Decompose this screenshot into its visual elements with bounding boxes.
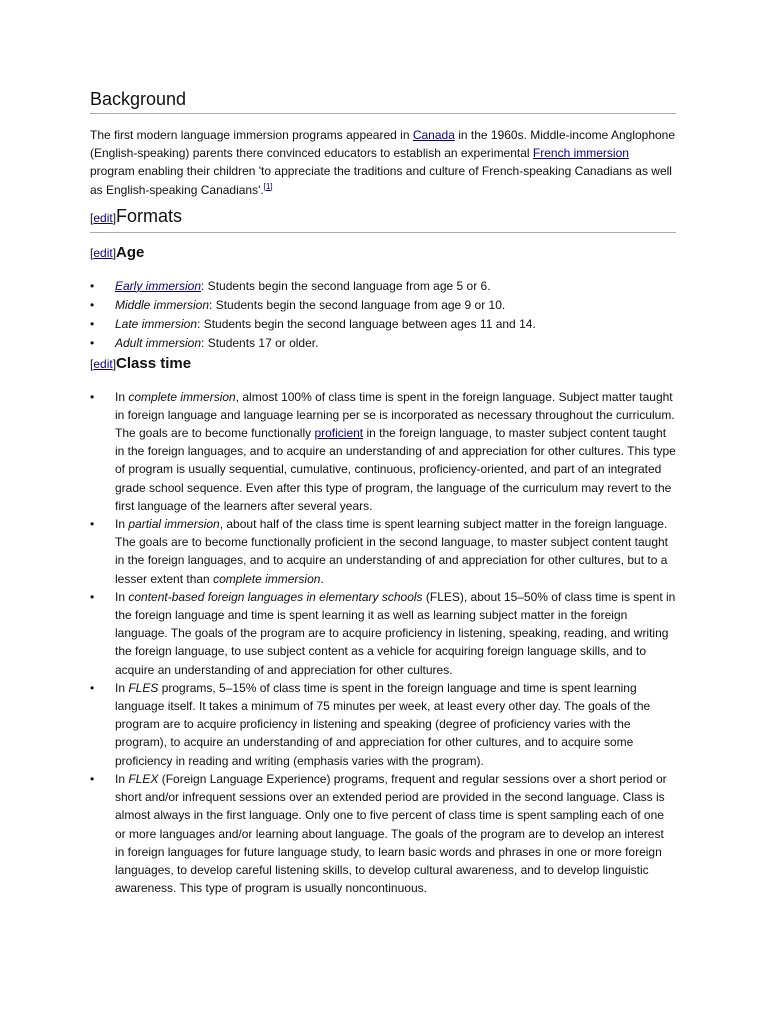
edit-age-link[interactable]: edit xyxy=(93,245,113,260)
formats-heading xyxy=(90,205,676,233)
french-immersion-link[interactable]: French immersion xyxy=(532,146,629,161)
early-immersion-link[interactable]: Early immersion xyxy=(115,278,202,293)
canada-link[interactable]: Canada xyxy=(412,128,455,142)
list-item: • In FLES programs, 5–15% of class time is spent in the foreign language and time is spent learning language itself. It takes a minimum of 75 minutes per week, at least every other day. The goals of the program are to acquire proficiency in listening and speaking (degree of proficiency varies with the program), to acquire an understanding of and appreciation for other cultures, and to acquire some proficiency in reading and writing (emphasis varies with the program). xyxy=(90,680,651,768)
formats-title: Formats xyxy=(116,205,183,226)
age-title: Age xyxy=(116,243,145,261)
list-item: • In complete immersion, almost 100% of class time is spent in the foreign language. Subject matter taught in foreign language and language learning per se is incorporated as necessary throughout the curriculum. The goals are to become functionally proficient in the foreign language, to master subject content taught in the foreign languages, and to acquire an understanding of and appreciation for other cultures. This type of program is usually sequential, cumulative, continuous, proficiency-oriented, and part of an integrated grade school sequence. Even after this type of program, the language of the curriculum may revert to the first language of the learners after several years. xyxy=(90,389,676,513)
edit-section-age: [edit] xyxy=(90,245,117,260)
background-paragraph: The first modern language immersion programs appeared in Canada in the 1960s. Middle-income Anglophone (English-speaking) parents there convinced educators to establish an experimental French immersion program enabling their children 'to appreciate the traditions and culture of French-speaking Canadians as well as English-speaking Canadians'.[1] xyxy=(90,128,676,197)
list-item: • In FLEX (Foreign Language Experience) programs, frequent and regular sessions over a short period or short and/or infrequent sessions over an extended period are provided in the second language. Class is almost always in the first language. Only one to five percent of class time is spent sampling each of one or more languages and/or learning about language. The goals of the program are to develop an interest in foreign languages for future language study, to learn basic words and phrases in one or more foreign languages, to develop careful listening skills, to develop cultural awareness, and to develop linguistic awareness. This type of program is usually noncontinuous. xyxy=(90,771,667,896)
reference-1 xyxy=(264,182,273,191)
age-list xyxy=(90,277,676,353)
background-heading: Background xyxy=(90,88,676,114)
class-time-list xyxy=(90,388,676,898)
reference-1-link[interactable]: [1] xyxy=(263,181,273,191)
proficient-link[interactable]: proficient xyxy=(314,426,364,441)
edit-formats-link[interactable]: edit xyxy=(93,210,113,225)
list-item: • Early immersion: Students begin the second language from age 5 or 6. xyxy=(90,278,491,293)
age-heading xyxy=(90,243,676,263)
list-item: • Adult immersion: Students 17 or older. xyxy=(90,336,319,351)
list-item: • Late immersion: Students begin the second language between ages 11 and 14. xyxy=(90,317,536,332)
edit-section-class-time: [edit] xyxy=(90,356,117,371)
edit-class-time-link[interactable]: edit xyxy=(93,356,113,371)
class-time-heading xyxy=(90,354,676,374)
list-item: • Middle immersion: Students begin the second language from age 9 or 10. xyxy=(90,298,506,313)
list-item: • In partial immersion, about half of the class time is spent learning subject matter in the foreign language. The goals are to become functionally proficient in the second language, to master subject content taught in the foreign languages, and to acquire an understanding of and appreciation for other cultures, but to a lesser extent than complete immersion. xyxy=(90,517,669,586)
class-time-title: Class time xyxy=(116,354,192,372)
edit-section-formats: [edit] xyxy=(90,210,117,225)
list-item: • In content-based foreign languages in elementary schools (FLES), about 15–50% of class time is spent in the foreign language and time is spent learning it as well as learning subject matter in the foreign language. The goals of the program are to acquire proficiency in listening, speaking, reading, and writing the foreign language, to use subject content as a vehicle for acquiring foreign language skills, and to acquire an understanding of and appreciation for other cultures. xyxy=(90,589,676,677)
